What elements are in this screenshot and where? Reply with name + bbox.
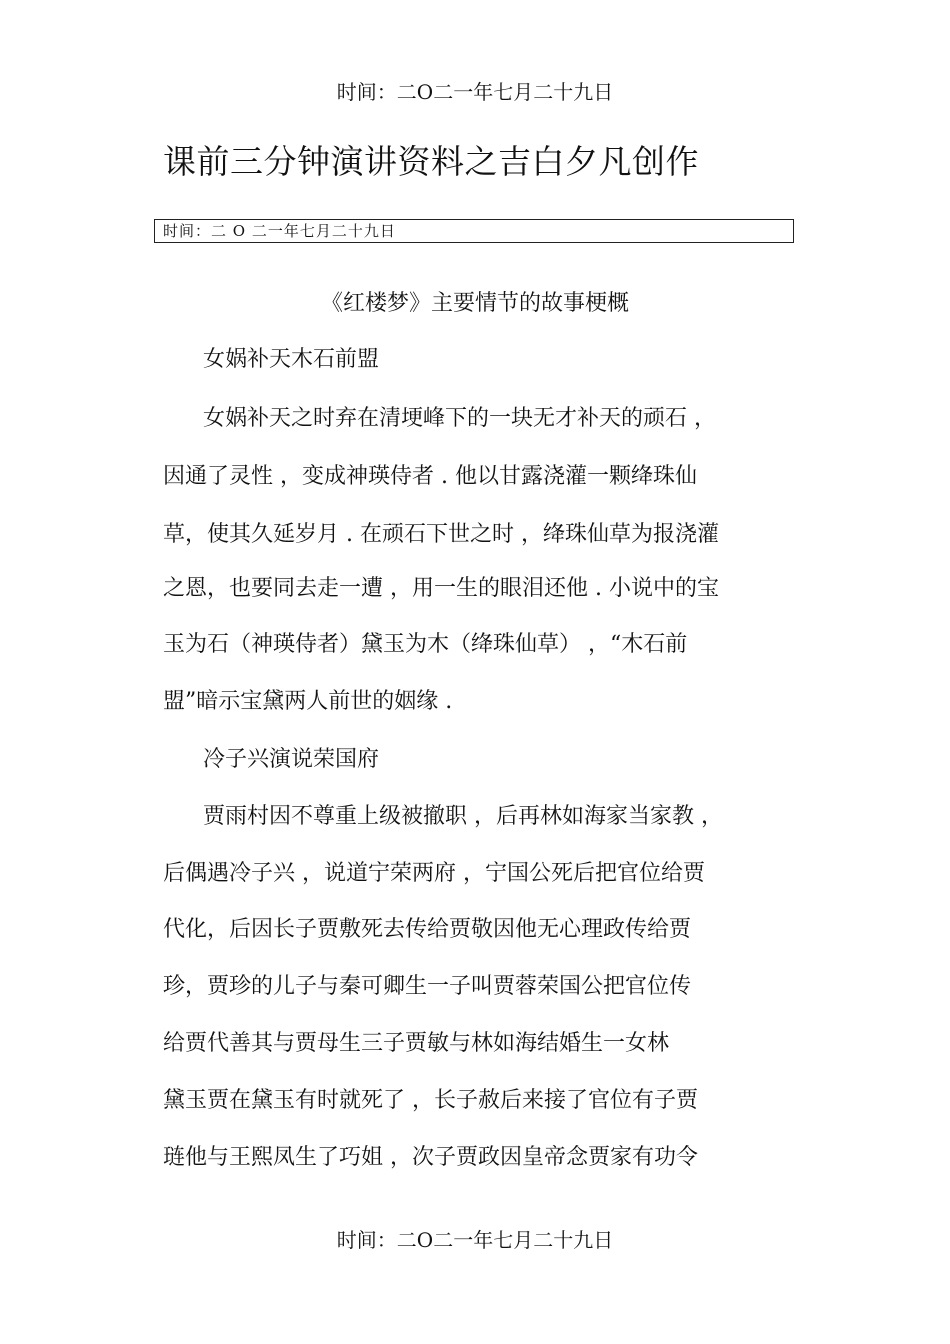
boxed-date-line: 时间：二 O 二一年七月二十九日	[154, 219, 794, 243]
paragraph-line: 女娲补天之时弃在清埂峰下的一块无才补天的顽石 ，	[203, 406, 716, 431]
paragraph-line: 代化，后因长子贾敷死去传给贾敬因他无心理政传给贾	[163, 917, 692, 942]
page-header-date: 时间：二O二一年七月二十九日	[336, 80, 614, 104]
paragraph-line: 之恩，也要同去走一遭 ，用一生的眼泪还他 . 小说中的宝	[163, 576, 719, 601]
paragraph-line: 黛玉贾在黛玉有时就死了 ，长子赦后来接了官位有子贾	[163, 1088, 698, 1113]
section-subtitle: 《红楼梦》主要情节的故事梗概	[320, 291, 629, 316]
paragraph-line: 琏他与王熙凤生了巧姐 ，次子贾政因皇帝念贾家有功令	[163, 1145, 698, 1170]
paragraph-line: 后偶遇冷子兴 ，说道宁荣两府 ，宁国公死后把官位给贾	[163, 861, 705, 886]
document-title: 课前三分钟演讲资料之吉白夕凡创作	[163, 142, 699, 181]
page-footer-date: 时间：二O二一年七月二十九日	[336, 1228, 614, 1252]
paragraph-line: 贾雨村因不尊重上级被撤职 ，后再林如海家当家教 ，	[203, 804, 723, 829]
paragraph-line: 给贾代善其与贾母生三子贾敏与林如海结婚生一女林	[163, 1031, 670, 1056]
paragraph-line: 盟”暗示宝黛两人前世的姻缘 .	[163, 689, 453, 714]
paragraph-line: 草，使其久延岁月 . 在顽石下世之时 ，绛珠仙草为报浇灌	[163, 522, 719, 547]
paragraph-heading: 冷子兴演说荣国府	[203, 747, 380, 772]
paragraph-heading: 女娲补天木石前盟	[203, 347, 380, 372]
paragraph-line: 玉为石（神瑛侍者）黛玉为木（绛珠仙草） ，“木石前	[163, 632, 688, 657]
paragraph-line: 因通了灵性 ，变成神瑛侍者 . 他以甘露浇灌一颗绛珠仙	[163, 464, 697, 489]
paragraph-line: 珍，贾珍的儿子与秦可卿生一子叫贾蓉荣国公把官位传	[163, 974, 692, 999]
